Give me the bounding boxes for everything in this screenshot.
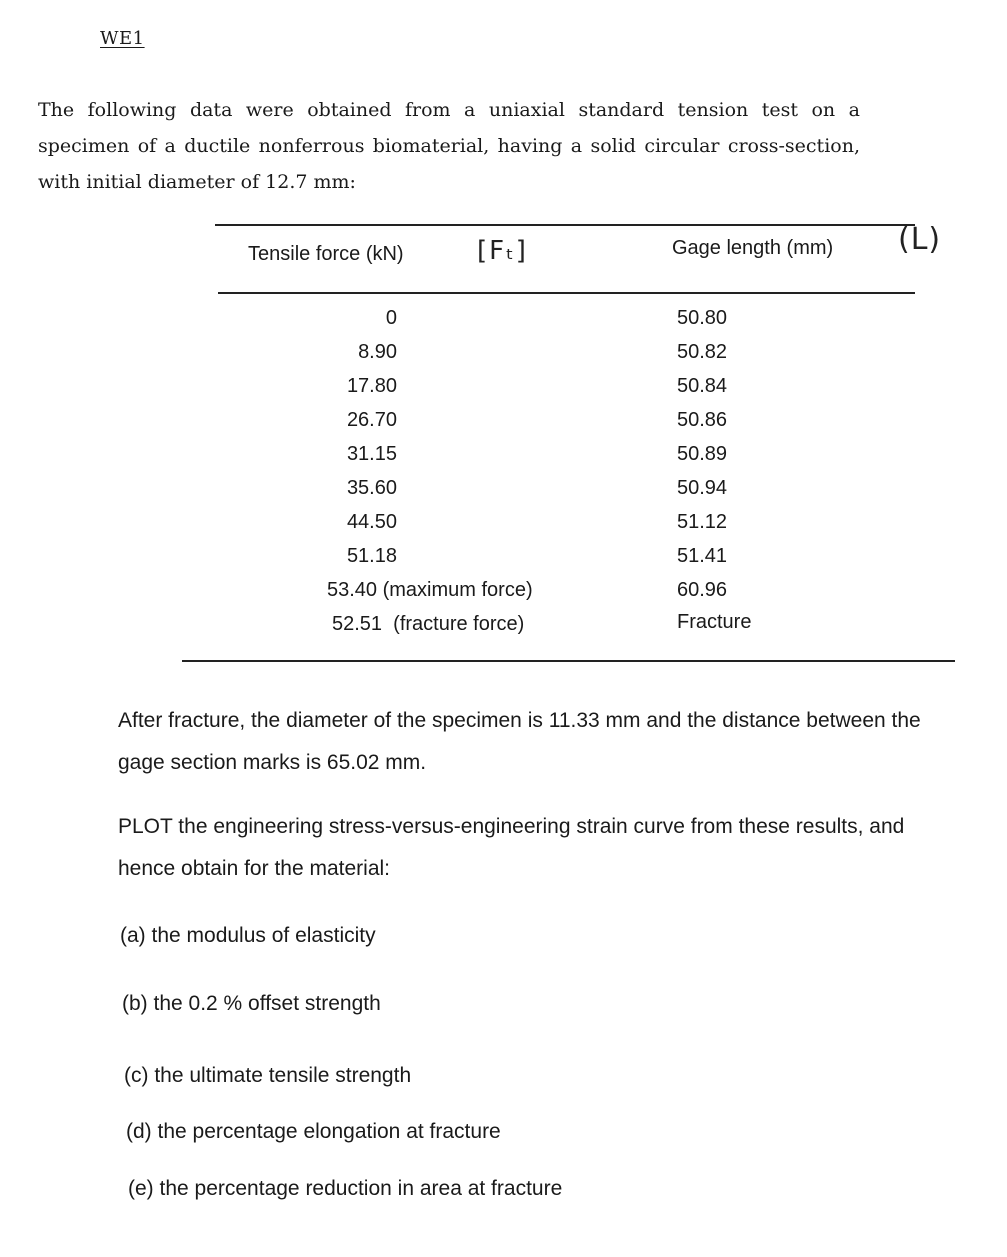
- table-cell-gage: 51.41: [677, 545, 728, 567]
- table-cell-gage: 50.94: [677, 477, 728, 499]
- force-handwritten-annotation: [Fₜ]: [477, 236, 528, 266]
- intro-paragraph: The following data were obtained from a uniaxial standard tension test on a specimen of a ductile nonferrous biomaterial, having a solid circular cross-section, with initial diameter of 12.7 mm:: [38, 99, 860, 193]
- table-cell-force-fracture: 52.51 (fracture force): [332, 613, 525, 635]
- table-cell-force: 26.70: [346, 409, 397, 431]
- question-c: (c) the ultimate tensile strength: [124, 1064, 412, 1087]
- table-cell-gage: 50.86: [677, 409, 728, 431]
- question-b: (b) the 0.2 % offset strength: [122, 992, 381, 1015]
- table-cell-force: 44.50: [346, 511, 397, 533]
- question-e: (e) the percentage reduction in area at fracture: [128, 1177, 563, 1200]
- table-bottom-rule: [182, 660, 955, 662]
- gage-handwritten-annotation: (L): [898, 222, 942, 257]
- table-cell-force: 8.90: [358, 341, 397, 363]
- after-fracture-paragraph: After fracture, the diameter of the specimen is 11.33 mm and the distance between the gage section marks is 65.02 mm.: [118, 709, 921, 774]
- table-cell-force: 31.15: [346, 443, 397, 465]
- document-title: WE1: [100, 28, 145, 49]
- column-header-gage: Gage length (mm): [672, 237, 834, 259]
- question-a: (a) the modulus of elasticity: [120, 924, 376, 947]
- table-cell-gage: 50.82: [677, 341, 728, 363]
- table-cell-force: 35.60: [346, 477, 397, 499]
- table-cell-gage: 60.96: [677, 579, 728, 601]
- table-cell-gage: 50.89: [677, 443, 728, 465]
- table-cell-force: 17.80: [346, 375, 397, 397]
- table-top-rule: [215, 224, 915, 226]
- table-cell-gage: 51.12: [677, 511, 728, 533]
- column-header-force: Tensile force (kN): [248, 243, 404, 265]
- plot-instruction-paragraph: PLOT the engineering stress-versus-engineering strain curve from these results, and hence obtain for the material:: [118, 815, 905, 880]
- table-cell-gage: 50.84: [677, 375, 728, 397]
- table-cell-force: 51.18: [346, 545, 397, 567]
- table-cell-gage: 50.80: [677, 307, 728, 329]
- table-cell-force-max: 53.40 (maximum force): [327, 579, 533, 601]
- question-d: (d) the percentage elongation at fracture: [126, 1120, 501, 1143]
- table-header-rule: [218, 292, 915, 294]
- table-cell-gage-fracture: Fracture: [677, 611, 752, 633]
- table-cell-force: 0: [385, 307, 397, 329]
